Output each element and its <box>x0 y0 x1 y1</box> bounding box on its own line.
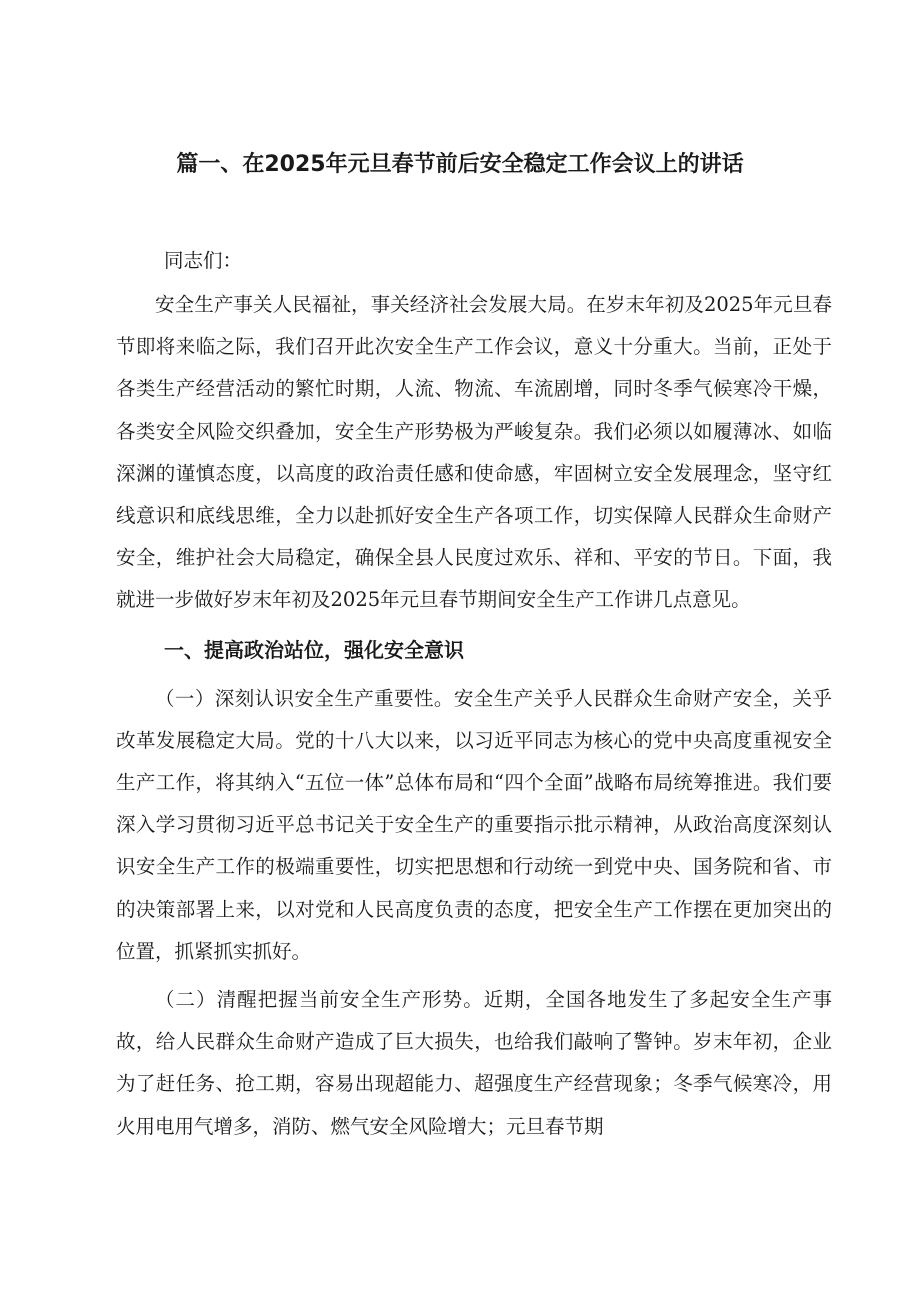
section-paragraph: （一）深刻认识安全生产重要性。安全生产关乎人民群众生命财产安全，关乎改革发展稳定大局。党的十八大以来，以习近平同志为核心的党中央高度重视安全生产工作，将其纳入“五位一体”总体布局和“四个全面”战略布局统筹推进。我们要深入学习贯彻习近平总书记关于安全生产的重要指示批示精神，从政治高度深刻认识安全生产工作的极端重要性，切实把思想和行动统一到党中央、国务院和省、市的决策部署上来，以对党和人民高度负责的态度，把安全生产工作摆在更加突出的位置，抓紧抓实抓好。 <box>116 686 832 963</box>
document-title: 篇一、在2025年元旦春节前后安全稳定工作会议上的讲话 <box>176 152 744 177</box>
section-paragraph: （二）清醒把握当前安全生产形势。近期，全国各地发生了多起安全生产事故，给人民群众生命财产造成了巨大损失，也给我们敲响了警钟。岁末年初，企业为了赶任务、抢工期，容易出现超能力、超强度生产经营现象；冬季气候寒冷，用火用电用气增多，消防、燃气安全风险增大；元旦春节期 <box>116 988 832 1138</box>
document-body <box>116 242 832 1148</box>
intro-paragraph: 安全生产事关人民福祉，事关经济社会发展大局。在岁末年初及2025年元旦春节即将来临之际，我们召开此次安全生产工作会议，意义十分重大。当前，正处于各类生产经营活动的繁忙时期，人流、物流、车流剧增，同时冬季气候寒冷干燥，各类安全风险交织叠加，安全生产形势极为严峻复杂。我们必须以如履薄冰、如临深渊的谨慎态度，以高度的政治责任感和使命感，牢固树立安全发展理念，坚守红线意识和底线思维，全力以赴抓好安全生产各项工作，切实保障人民群众生命财产安全，维护社会大局稳定，确保全县人民度过欢乐、祥和、平安的节日。下面，我就进一步做好岁末年初及2025年元旦春节期间安全生产工作讲几点意见。 <box>116 293 832 612</box>
section-heading: 一、提高政治站位，强化安全意识 <box>164 637 464 662</box>
salutation: 同志们： <box>164 249 243 272</box>
